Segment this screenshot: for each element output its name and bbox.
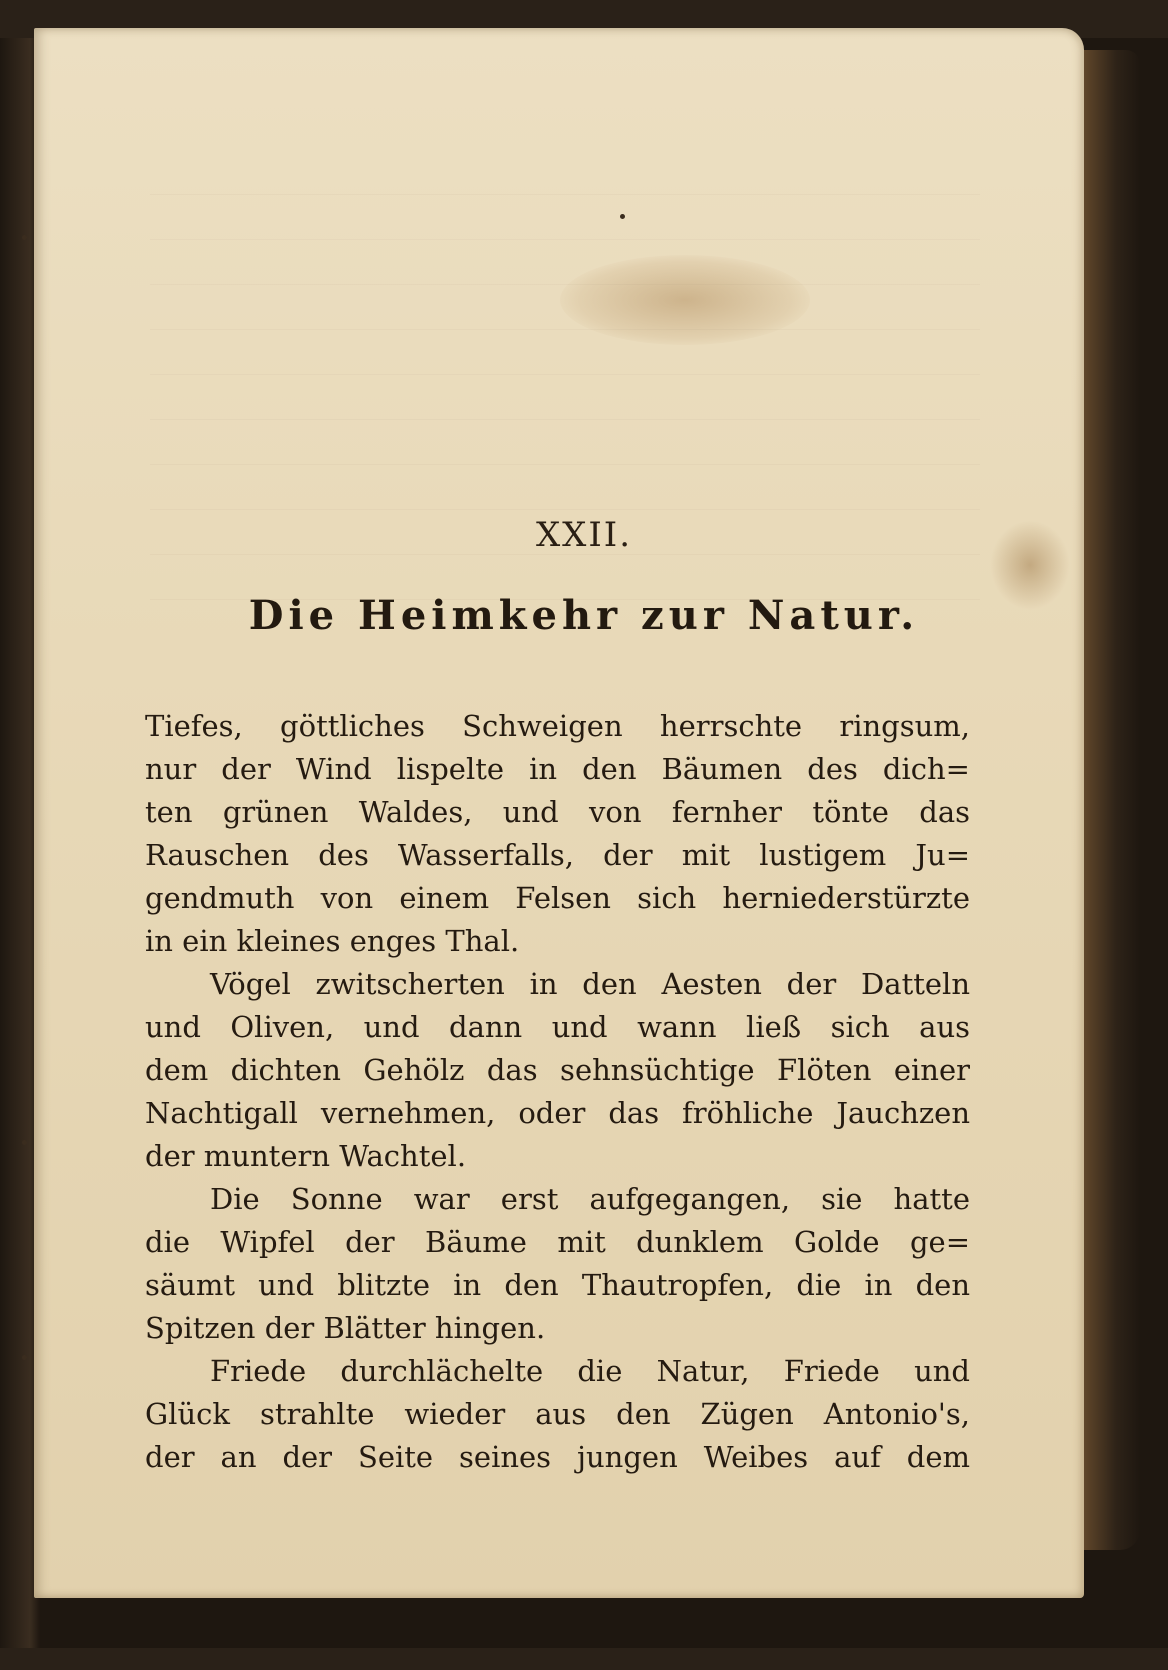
- text-line: in ein kleines enges Thal.: [145, 924, 520, 958]
- text-line: Die Sonne war erst aufgegangen, sie hatte: [210, 1182, 970, 1216]
- text-line: dem dichten Gehölz das sehnsüchtige Flöten einer: [145, 1053, 970, 1087]
- chapter-title: Die Heimkehr zur Natur.: [248, 592, 920, 639]
- text-line: Spitzen der Blätter hingen.: [145, 1311, 546, 1345]
- binding-mark: [22, 1140, 27, 1145]
- text-line: der an der Seite seines jungen Weibes auf dem: [145, 1440, 970, 1474]
- body-text: [145, 705, 970, 1479]
- text-line: Friede durchlächelte die Natur, Friede und: [210, 1354, 970, 1388]
- text-line: und Oliven, und dann und wann ließ sich aus: [145, 1010, 970, 1044]
- binding-mark: [22, 235, 27, 240]
- speck: [620, 214, 625, 219]
- text-line: nur der Wind lispelte in den Bäumen des dich=: [145, 752, 970, 786]
- text-line: Rauschen des Wasserfalls, der mit lustigem Ju=: [145, 838, 970, 872]
- text-line: Vögel zwitscherten in den Aesten der Datteln: [210, 967, 970, 1001]
- text-line: säumt und blitzte in den Thautropfen, die in den: [145, 1268, 970, 1302]
- text-line: der muntern Wachtel.: [145, 1139, 467, 1173]
- text-line: Glück strahlte wieder aus den Zügen Antonio's,: [145, 1397, 970, 1431]
- text-line: die Wipfel der Bäume mit dunklem Golde ge=: [145, 1225, 970, 1259]
- chapter-number: XXII.: [535, 515, 633, 555]
- text-line: gendmuth von einem Felsen sich herniederstürzte: [145, 881, 970, 915]
- text-line: Nachtigall vernehmen, oder das fröhliche Jauchzen: [145, 1096, 970, 1130]
- binding-mark: [22, 1355, 27, 1360]
- text-line: Tiefes, göttliches Schweigen herrschte ringsum,: [145, 709, 970, 743]
- text-line: ten grünen Waldes, und von fernher tönte das: [145, 795, 970, 829]
